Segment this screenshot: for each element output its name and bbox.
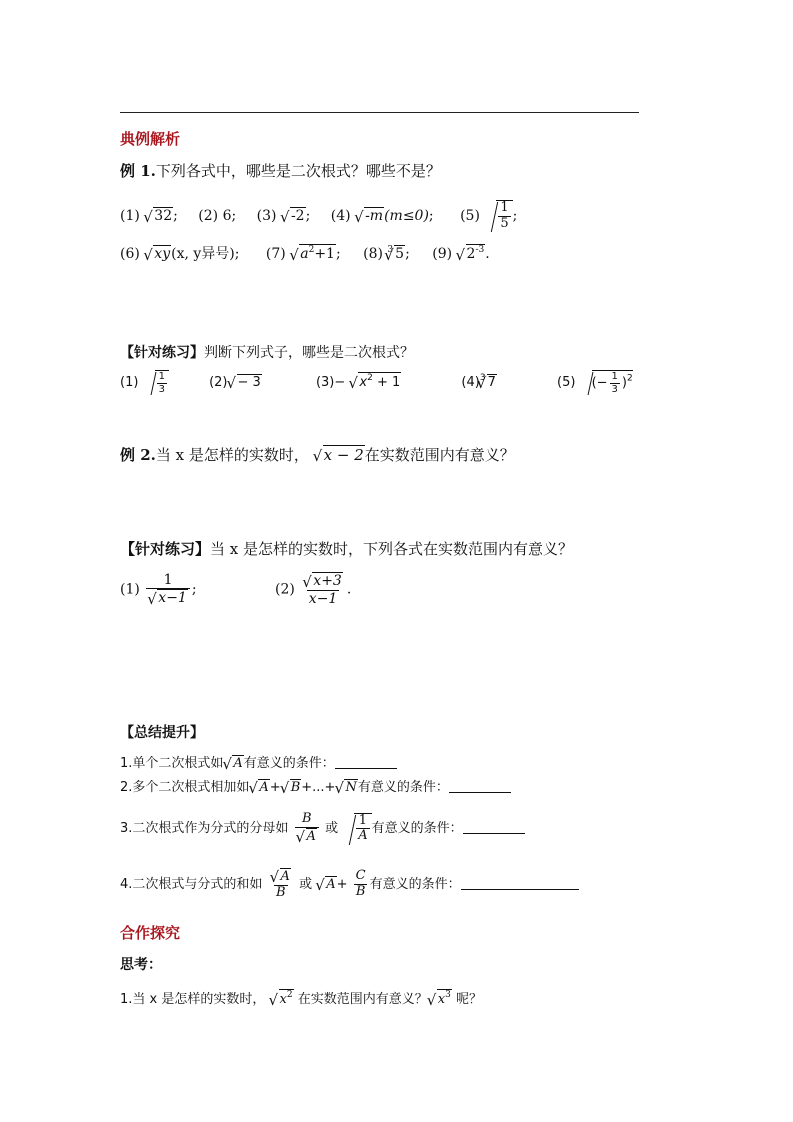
fraction-sqrt-over-x: √ $\frac{x+3}{x-1}$ <box>301 572 345 607</box>
item-2: (2) 6; <box>198 207 237 224</box>
practice-2-text: 当 x 是怎样的实数时，下列各式在实数范围内有意义？ <box>210 540 574 558</box>
think-label: 思考： <box>120 957 162 973</box>
radical-xy: √ xy <box>145 245 171 263</box>
explore-question-1: 1.当 x 是怎样的实数时， √ $x^2$ 在实数范围内有意义？√ $x^3$ 呢？ <box>120 988 482 1008</box>
radical-x-squared: √ $x^2$ <box>271 989 294 1008</box>
practice-item-1-label: (1) <box>120 375 139 390</box>
radical-fraction-1-3: $\frac{1}{3}$ <box>143 370 169 395</box>
summary-line-4: 4.二次根式与分式的和如 √ $\frac{A}{B}$ 或 √ A+ $\frac{C}{B}$ 有意义的条件： <box>120 868 579 901</box>
example-2-question: 例 2.当 x 是怎样的实数时， √ x − 2在实数范围内有意义？ <box>120 444 515 465</box>
practice-1-text: 判断下列式子，哪些是二次根式？ <box>204 345 414 361</box>
cube-root-5: √ 5 <box>386 245 405 263</box>
practice-2-item-2: (2) √ $\frac{x+3}{x-1}$ . <box>275 572 351 607</box>
section-title-examples: 典例解析 <box>120 130 181 148</box>
section-title-explore: 合作探究 <box>120 924 181 942</box>
radical-x2-plus-1: √ $x^2 + 1$ <box>350 372 401 391</box>
summary-line-1: 1.单个二次根式如√ A有意义的条件： <box>120 752 397 772</box>
answer-blank-4[interactable] <box>461 889 579 890</box>
cube-root-7: √ 7 <box>479 374 497 391</box>
answer-blank-1[interactable] <box>335 768 397 769</box>
example-1-text: 下列各式中，哪些是二次根式？哪些不是？ <box>155 162 441 180</box>
item-8-label: (8) <box>363 246 383 262</box>
summary-title: 【总结提升】 <box>120 725 204 741</box>
practice-1-items: (1) $\frac{1}{3}$ (2)√ − 3 (3)− √ $x^2 + 1$ $(4)^3√$ 7 (5) (− $\frac{1}{3}$ )$^2$ <box>120 370 633 395</box>
radical-fraction-1-5: $\frac{1}{5}$ <box>484 200 512 232</box>
radical-32: √ 32 <box>145 207 173 225</box>
example-1-label: 例 1. <box>120 162 156 180</box>
practice-2-label: 【针对练习】 <box>120 540 211 558</box>
radical-x-cubed: √ $x^3$ <box>429 989 452 1008</box>
radical-neg-one-third-squared: (− $\frac{1}{3}$ )$^2$ <box>580 370 633 395</box>
item-4-label: (4) <box>330 207 351 224</box>
practice-1-heading <box>120 342 414 362</box>
cube-root-index: 3 <box>387 245 394 255</box>
example-2-label: 例 2. <box>120 446 156 464</box>
radical-neg-m: √ -m <box>356 207 384 225</box>
item-1-label: (1) <box>120 207 140 224</box>
summary-line-2: 2.多个二次根式相加如√ A+√ B+...+√ N有意义的条件： <box>120 776 511 796</box>
item-3-label: (3) <box>256 207 277 224</box>
radical-x-minus-2: √ x − 2 <box>315 445 365 464</box>
fraction-1-over-sqrt: 1 √ x−1 <box>146 572 190 607</box>
practice-1-label: 【针对练习】 <box>120 345 204 361</box>
example-1-question <box>120 160 441 181</box>
practice-2-heading <box>120 538 573 559</box>
radical-2-pow-neg3: √ $2^{-3}$ <box>458 244 486 263</box>
answer-blank-3[interactable] <box>463 833 525 834</box>
practice-item-4-label: (4) <box>461 375 480 390</box>
practice-item-2-label: (2) <box>209 375 228 390</box>
practice-item-3-label: (3) <box>315 375 335 390</box>
item-4-condition: (m≤0) <box>384 207 429 224</box>
item-6-condition: (x, y异号) <box>171 246 235 262</box>
radical-neg-2: √ -2 <box>282 207 306 225</box>
item-7-label: (7) <box>265 246 286 262</box>
radical-neg-3: √ − 3 <box>229 374 262 391</box>
answer-blank-2[interactable] <box>449 792 511 793</box>
practice-item-5-label: (5) <box>557 375 576 390</box>
summary-line-3: 3.二次根式作为分式的分母如 B √ A 或 $\frac{1}{A}$ 有意义的条件： <box>120 812 525 845</box>
example-1-row-2: (6) √ xy(x, y异号); (7) √ $a^2+1$; (8) $^3$√ 5; (9) √ $2^{-3}$. <box>120 243 490 263</box>
practice-2-item-1: (1) 1 √ x−1 ; <box>120 572 197 607</box>
header-rule <box>120 112 639 113</box>
cube-root-index-7: 3 <box>479 373 486 383</box>
item-6-label: (6) <box>120 246 140 262</box>
item-5-label: (5) <box>460 207 480 224</box>
example-1-row-1: (1) √ 32; (2) 6; (3) √ -2; (4) √ -m(m≤0); (5) $\frac{1}{5}$ ; <box>120 200 517 232</box>
radical-a2-plus-1: √ $a^2+1$ <box>291 244 336 263</box>
item-9-label: (9) <box>432 246 453 262</box>
